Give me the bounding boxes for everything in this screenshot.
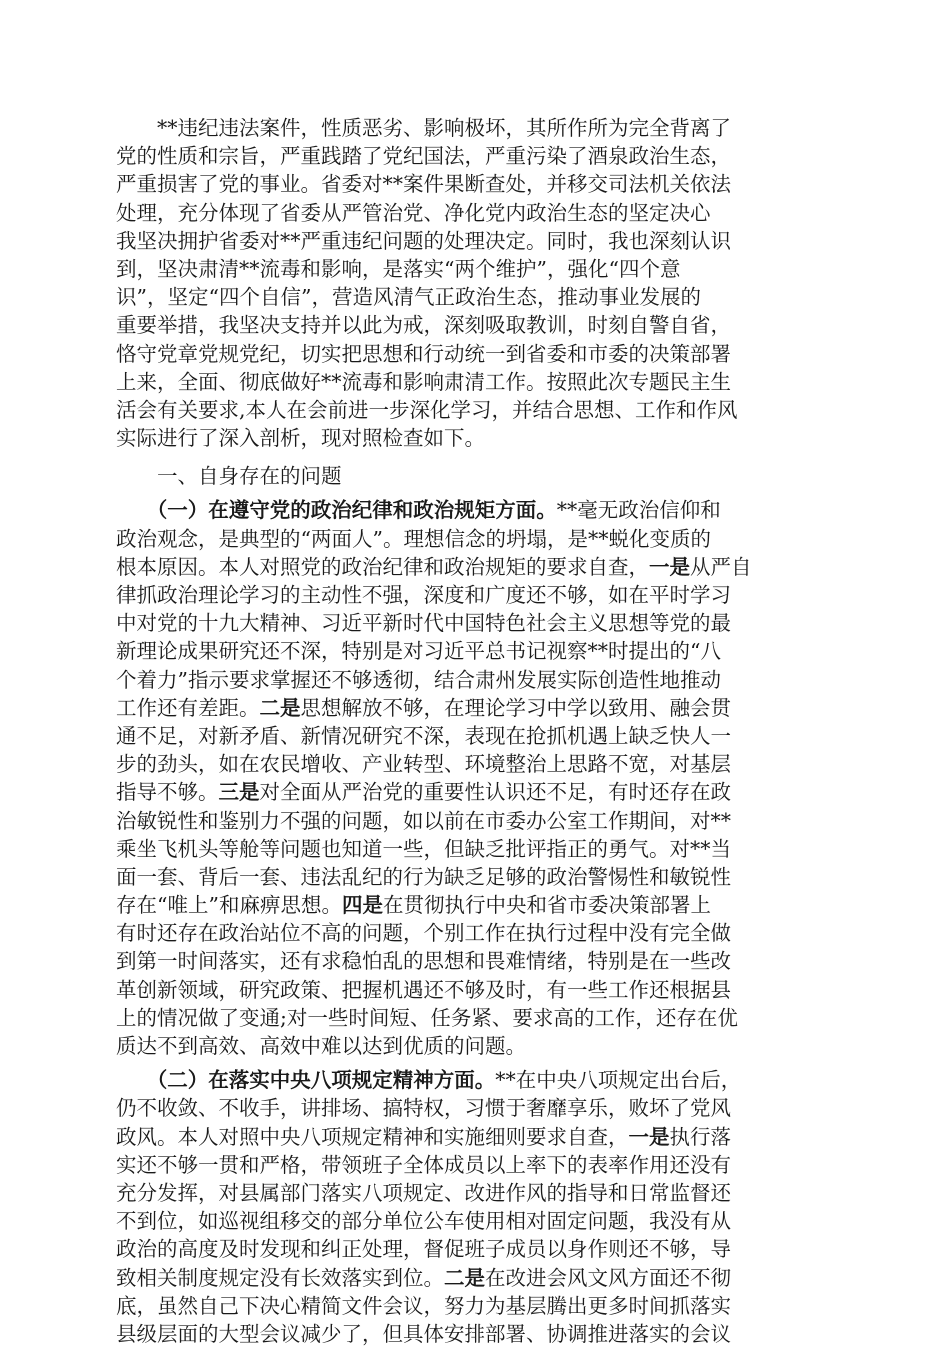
text-line: 治敏锐性和鉴别力不强的问题，如以前在市委办公室工作期间，对**	[116, 808, 731, 833]
section2-paragraph	[116, 1066, 828, 1348]
text-run: 政风。本人对照中央八项规定精神和实施细则要求自查，	[116, 1124, 629, 1149]
text-line: 实还不够一贯和严格，带领班子全体成员以上率下的表率作用还没有	[116, 1152, 731, 1177]
text-line: 实际进行了深入剖析，现对照检查如下。	[116, 426, 485, 451]
section1-paragraph	[116, 496, 828, 1060]
text-line: 处理，充分体现了省委从严管治党、净化党内政治生态的坚定决心	[116, 200, 711, 225]
intro-paragraph	[116, 114, 828, 452]
text-line: 政治的高度及时发现和纠正处理，督促班子成员以身作则还不够，导	[116, 1237, 731, 1262]
text-line: 活会有关要求,本人在会前进一步深化学习，并结合思想、工作和作风	[116, 397, 738, 422]
text-line: 个着力”指示要求掌握还不够透彻，结合肃州发展实际创造性地推动	[116, 667, 721, 692]
text-line: 上的情况做了变通;对一些时间短、任务紧、要求高的工作，还存在优	[116, 1005, 738, 1030]
text-run: 指导不够。	[116, 780, 219, 805]
keyword-4: 四是	[341, 893, 383, 918]
text-line: 党的性质和宗旨，严重践踏了党纪国法，严重污染了酒泉政治生态，	[116, 144, 731, 169]
text-line: 严重损害了党的事业。省委对**案件果断查处，并移交司法机关依法	[116, 172, 731, 197]
text-line: 我坚决拥护省委对**严重违纪问题的处理决定。同时，我也深刻认识	[116, 228, 731, 253]
text-line: 新理论成果研究还不深，特别是对习近平总书记视察**时提出的“八	[116, 639, 721, 664]
text-line: 底，虽然自己下决心精简文件会议，努力为基层腾出更多时间抓落实	[116, 1293, 731, 1318]
text-line: 面一套、背后一套、违法乱纪的行为缺乏足够的政治警惕性和敏锐性	[116, 864, 731, 889]
text-run: 工作还有差距。	[116, 695, 260, 720]
text-line: 政治观念，是典型的“两面人”。理想信念的坍塌，是**蜕化变质的	[116, 526, 711, 551]
text-line: 有时还存在政治站位不高的问题，个别工作在执行过程中没有完全做	[116, 921, 731, 946]
section-heading: 一、自身存在的问题	[116, 464, 342, 489]
text-run: 从严自	[690, 554, 752, 579]
subsection-title: （二）在落实中央八项规定精神方面。	[116, 1068, 496, 1093]
text-line: 律抓政治理论学习的主动性不强，深度和广度还不够，如在平时学习	[116, 583, 731, 607]
keyword-2: 二是	[259, 695, 301, 720]
text-line: 通不足，对新矛盾、新情况研究不深，表现在抢抓机遇上缺乏快人一	[116, 723, 731, 748]
text-line: 恪守党章党规党纪，切实把思想和行动统一到省委和市委的决策部署	[116, 341, 731, 366]
text-line: 到第一时间落实，还有求稳怕乱的思想和畏难情绪，特别是在一些改	[116, 949, 731, 974]
text-line	[116, 694, 828, 722]
text-line: 县级层面的大型会议减少了，但具体安排部署、协调推进落实的会议	[116, 1321, 731, 1346]
text-line	[116, 778, 828, 806]
text-run: 对全面从严治党的重要性认识还不足，有时还存在政	[259, 780, 731, 805]
text-line: 到，坚决肃清**流毒和影响，是落实“两个维护”，强化“四个意	[116, 256, 681, 281]
text-line: **违纪违法案件，性质恶劣、影响极坏，其所作所为完全背离了	[116, 116, 731, 140]
text-run: **毫无政治信仰和	[556, 498, 721, 523]
text-line	[116, 891, 828, 919]
text-line	[116, 1264, 828, 1292]
keyword-1: 一是	[628, 1124, 670, 1149]
text-line: 不到位，如巡视组移交的部分单位公车使用相对固定问题，我没有从	[116, 1209, 731, 1234]
text-run: 根本原因。本人对照党的政治纪律和政治规矩的要求自查，	[116, 554, 649, 579]
text-line: 步的劲头，如在农民增收、产业转型、环境整治上思路不宽，对基层	[116, 752, 731, 777]
text-run: 执行落	[669, 1124, 731, 1149]
text-line: 重要举措，我坚决支持并以此为戒，深刻吸取教训，时刻自警自省，	[116, 313, 731, 338]
text-line	[116, 1066, 828, 1094]
text-run: 在贯彻执行中央和省市委决策部署上	[382, 893, 711, 918]
text-line: 充分发挥，对县属部门落实八项规定、改进作风的指导和日常监督还	[116, 1180, 731, 1205]
text-line: 识”，坚定“四个自信”，营造风清气正政治生态，推动事业发展的	[116, 285, 701, 310]
text-line	[116, 1123, 828, 1151]
subsection-title: （一）在遵守党的政治纪律和政治规矩方面。	[116, 498, 557, 523]
text-run: 致相关制度规定没有长效落实到位。	[116, 1265, 444, 1290]
keyword-3: 三是	[218, 780, 260, 805]
text-run: **在中央八项规定出台后，	[495, 1068, 742, 1093]
text-line: 仍不收敛、不收手，讲排场、搞特权，习惯于奢靡享乐，败坏了党风	[116, 1096, 731, 1121]
text-line	[116, 496, 828, 524]
keyword-2: 二是	[444, 1265, 485, 1290]
text-line: 革创新领域，研究政策、把握机遇还不够及时，有一些工作还根据县	[116, 977, 731, 1002]
document-body	[116, 114, 828, 1348]
text-run: 存在“唯上”和麻痹思想。	[116, 893, 342, 918]
text-run: 在改进会风文风方面还不彻	[485, 1265, 731, 1290]
keyword-1: 一是	[649, 554, 690, 579]
text-line: 质达不到高效、高效中难以达到优质的问题。	[116, 1034, 526, 1058]
text-line: 乘坐飞机头等舱等问题也知道一些，但缺乏批评指正的勇气。对**当	[116, 836, 731, 861]
text-line: 中对党的十九大精神、习近平新时代中国特色社会主义思想等党的最	[116, 611, 731, 636]
text-line: 上来，全面、彻底做好**流毒和影响肃清工作。按照此次专题民主生	[116, 369, 731, 394]
text-run: 思想解放不够，在理论学习中学以致用、融会贯	[300, 695, 731, 720]
text-line	[116, 553, 828, 581]
